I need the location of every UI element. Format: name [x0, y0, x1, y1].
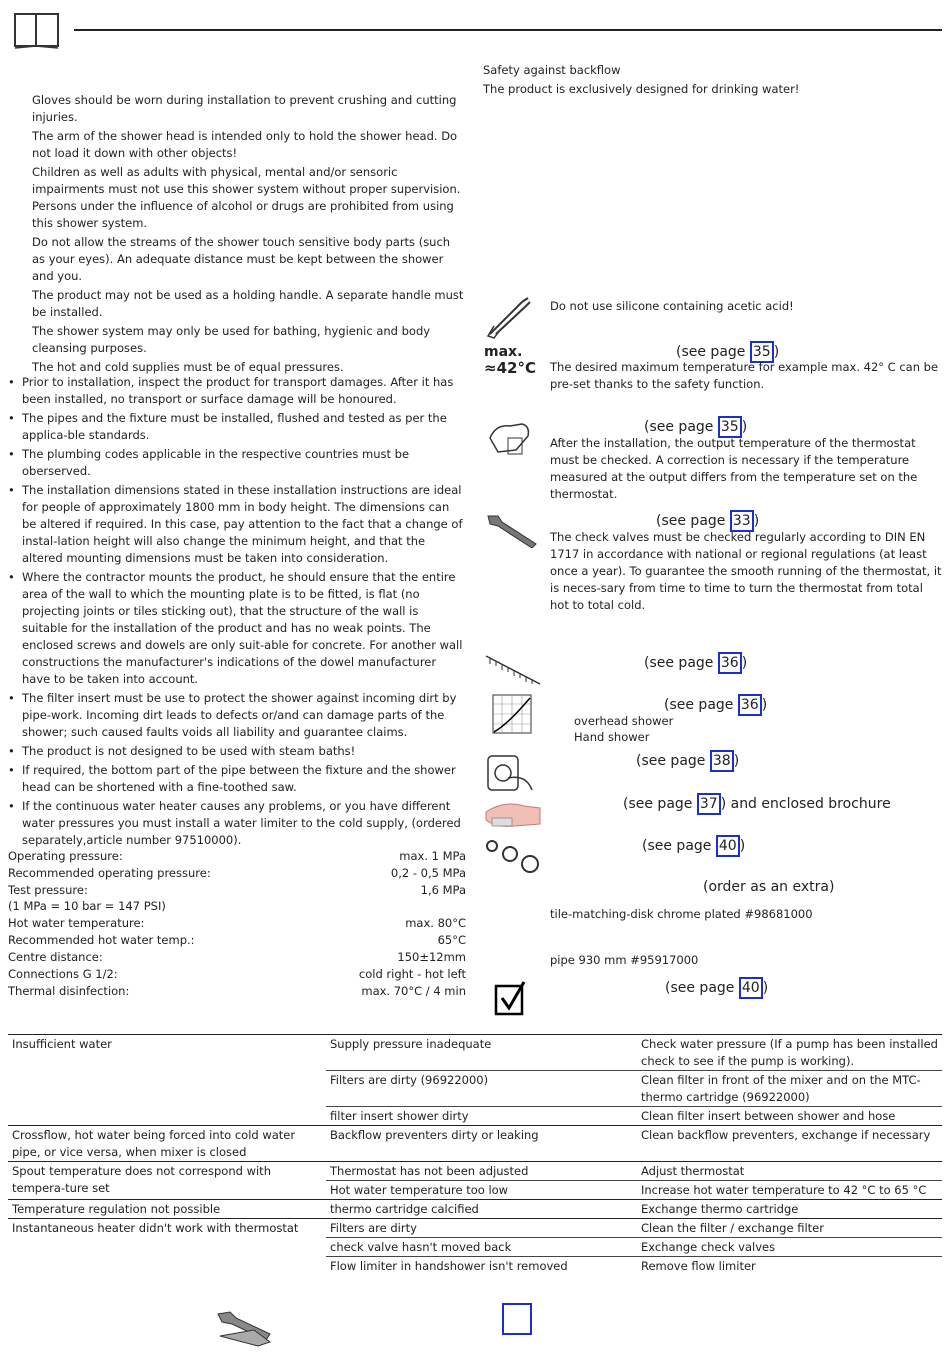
order-extra-label: (order as an extra): [703, 879, 835, 895]
see-page-ref: (see page 33 ): [656, 510, 759, 532]
remedy-cell: Remove flow limiter: [641, 1259, 756, 1273]
safety-note: Do not allow the streams of the shower touch sensitive body parts (such as your eyes). An adequate distance must be kept between the shower and you.: [32, 235, 451, 283]
table-row: [8, 1126, 942, 1162]
brochure-text: and enclosed brochure: [730, 796, 891, 812]
remedy-cell: Increase hot water temperature to 42 °C to 65 °C: [641, 1183, 927, 1197]
backflow-title: Safety against backflow: [483, 63, 621, 77]
table-row: [8, 1200, 942, 1219]
silicone-warning: Do not use silicone containing acetic acid!: [550, 299, 794, 313]
see-page-ref: (see page 35 ): [676, 341, 779, 363]
spec-value: cold right - hot left: [358, 967, 466, 981]
safety-note: The hot and cold supplies must be of equal pressures.: [32, 360, 344, 374]
page-link-35[interactable]: 35: [750, 341, 774, 363]
spec-row: [8, 967, 466, 984]
ruler-icon: [484, 654, 542, 690]
page-link-33[interactable]: 33: [730, 510, 754, 532]
spec-value: max. 80°C: [405, 916, 466, 930]
table-row: [8, 1035, 942, 1071]
safety-note: Children as well as adults with physical, mental and/or sensoric impairments must not use this shower system without proper supervision. Persons under the influence of alcohol or drugs are prohibited from using this shower system.: [32, 165, 461, 230]
see-page-ref: (see page 36 ): [664, 694, 767, 716]
install-note: • The filter insert must be use to protect the shower against incoming dirt by pipe-work. Incoming dirt leads to defects or/and can damage parts of the shower; such caused faults voids all liability and guarantee claims.: [8, 690, 466, 741]
overhead-shower-label: overhead shower: [574, 714, 674, 728]
spare-parts-icon: [484, 836, 542, 876]
hand-shower-label: Hand shower: [574, 730, 650, 744]
header-rule: [74, 29, 942, 31]
spec-label: Operating pressure:: [8, 849, 123, 863]
spec-row: [8, 849, 466, 866]
spec-label: Hot water temperature:: [8, 916, 145, 930]
spec-row: [8, 883, 466, 900]
spec-row: [8, 899, 466, 916]
backflow-text: The product is exclusively designed for drinking water!: [483, 82, 800, 96]
cause-cell: Thermostat has not been adjusted: [330, 1164, 529, 1178]
pipe-accessory: pipe 930 mm #95917000: [550, 953, 699, 967]
spec-value: max. 1 MPa: [399, 849, 466, 863]
safety-note: Gloves should be worn during installation to prevent crushing and cutting injuries.: [32, 93, 457, 124]
cleaning-hand-icon: [484, 798, 542, 830]
page-link-35b[interactable]: 35: [718, 416, 742, 438]
see-page-ref: (see page 36 ): [644, 652, 747, 674]
silicone-gun-icon: [484, 294, 534, 340]
fault-cell: Insufficient water: [12, 1037, 112, 1051]
table-row: [8, 1162, 942, 1181]
see-page-ref: (see page 40 ): [642, 835, 745, 857]
spec-row: [8, 916, 466, 933]
spec-value: 0,2 - 0,5 MPa: [390, 866, 466, 880]
remedy-cell: Clean filter insert between shower and hose: [641, 1109, 896, 1123]
see-page-ref: (see page 35 ): [644, 416, 747, 438]
see-page-ref: (see page 40 ): [665, 977, 768, 999]
page-link-38[interactable]: 38: [710, 750, 734, 772]
fault-cell: Instantaneous heater didn't work with thermostat: [12, 1221, 299, 1235]
flow-chart-icon: [492, 694, 532, 734]
cause-cell: Backflow preventers dirty or leaking: [330, 1128, 539, 1142]
spec-value: 150±12mm: [397, 950, 466, 964]
cause-cell: Filters are dirty: [330, 1221, 417, 1235]
remedy-cell: Clean filter in front of the mixer and on the MTC-thermo cartridge (96922000): [641, 1073, 921, 1104]
install-note: • The plumbing codes applicable in the respective countries must be oberserved.: [8, 446, 466, 480]
cause-cell: check valve hasn't moved back: [330, 1240, 512, 1254]
see-page-ref: (see page 38 ): [636, 750, 739, 772]
page-marker-box[interactable]: [502, 1303, 532, 1335]
spec-label: (1 MPa = 10 bar = 147 PSI): [8, 899, 166, 913]
spec-label: Connections G 1/2:: [8, 967, 118, 981]
spec-row: [8, 950, 466, 967]
spec-value: max. 70°C / 4 min: [361, 984, 466, 998]
remedy-cell: Exchange thermo cartridge: [641, 1202, 799, 1216]
wrench-icon: [484, 512, 540, 548]
install-note: • Where the contractor mounts the product, he should ensure that the entire area of the wall to which the mounting plate is to be fitted, is flat (no projecting joints or tiles sticking out), that the structure of the wall is suitable for the installation of the product and has no weak points. The enclosed screws and dowels are only suit-able for concrete. For another wall constructions the manufacturer's indications of the dowel manufacturer have to be taken into account.: [8, 569, 466, 688]
install-note: • Prior to installation, inspect the product for transport damages. After it has been installed, no transport or surface damage will be honoured.: [8, 374, 466, 408]
spec-label: Recommended operating pressure:: [8, 866, 211, 880]
spec-label: Thermal disinfection:: [8, 984, 130, 998]
install-note: • The installation dimensions stated in these installation instructions are ideal for people of approximately 1800 mm in body height. The dimensions can be altered if required. In this case, pay attention to the fact that a change of instal-lation height will also change the minimum height, and that the altered mounting dimensions must be taken into consideration.: [8, 482, 466, 567]
spec-value: 1,6 MPa: [420, 883, 466, 897]
cause-cell: Hot water temperature too low: [330, 1183, 509, 1197]
hand-turning-knob-icon: [486, 754, 536, 794]
remedy-cell: Adjust thermostat: [641, 1164, 745, 1178]
book-icon: [12, 10, 62, 50]
fault-cell: Crossflow, hot water being forced into cold water pipe, or vice versa, when mixer is closed: [12, 1128, 296, 1159]
tools-icon: [214, 1308, 274, 1348]
spec-label: Test pressure:: [8, 883, 88, 897]
cause-cell: Flow limiter in handshower isn't removed: [330, 1259, 568, 1273]
spec-row: [8, 866, 466, 883]
thermometer-hand-icon: [486, 416, 538, 458]
fault-cell: Temperature regulation not possible: [12, 1202, 221, 1216]
safety-notes: [32, 92, 466, 376]
spec-label: Recommended hot water temp.:: [8, 933, 195, 947]
checkmark-box-icon: [494, 980, 526, 1016]
max-temp-text: The desired maximum temperature for example max. 42° C can be pre-set thanks to the safety function.: [550, 360, 939, 391]
disk-accessory: tile-matching-disk chrome plated #98681000: [550, 907, 813, 921]
max-temp-icon-line2: ≈42°C: [484, 359, 536, 377]
spec-value: 65°C: [437, 933, 466, 947]
install-notes: [8, 374, 466, 849]
spec-row: [8, 984, 466, 1001]
page-link-36[interactable]: 36: [718, 652, 742, 674]
spec-label: Centre distance:: [8, 950, 103, 964]
cause-cell: Filters are dirty (96922000): [330, 1073, 489, 1087]
max-temp-icon-line1: max.: [484, 344, 523, 360]
cause-cell: thermo cartridge calcified: [330, 1202, 479, 1216]
page-link-40[interactable]: 40: [716, 835, 740, 857]
safety-note: The product may not be used as a holding handle. A separate handle must be installed.: [32, 288, 464, 319]
remedy-cell: Clean backflow preventers, exchange if necessary: [641, 1128, 931, 1142]
page-link-36b[interactable]: 36: [738, 694, 762, 716]
cause-cell: filter insert shower dirty: [330, 1109, 469, 1123]
install-note: • If required, the bottom part of the pipe between the fixture and the shower head can be shortened with a fine-toothed saw.: [8, 762, 466, 796]
install-note: • If the continuous water heater causes any problems, or you have different water pressures you must install a water limiter to the cold supply, (ordered separately,article number 97510000).: [8, 798, 466, 849]
cause-cell: Supply pressure inadequate: [330, 1037, 492, 1051]
page-link-37[interactable]: 37: [697, 793, 721, 815]
remedy-cell: Clean the filter / exchange filter: [641, 1221, 824, 1235]
install-note: • The pipes and the fixture must be installed, flushed and tested as per the applica-ble standards.: [8, 410, 466, 444]
check-valve-text: The check valves must be checked regularly according to DIN EN 1717 in accordance with national or regional regulations (at least once a year). To guarantee the smooth running of the thermostat, it is neces-sary from time to time to turn the thermostat from total hot to total cold.: [550, 530, 942, 612]
table-row: [8, 1219, 942, 1238]
spec-row: [8, 933, 466, 950]
troubleshooting-table: [8, 1034, 942, 1275]
fault-cell: Spout temperature does not correspond with tempera-ture set: [12, 1164, 271, 1195]
see-page-ref: (see page 37 ) and enclosed brochure: [623, 793, 891, 815]
install-note: • The product is not designed to be used with steam baths!: [8, 743, 466, 760]
page-link-40b[interactable]: 40: [739, 977, 763, 999]
safety-note: The shower system may only be used for bathing, hygienic and body cleansing purposes.: [32, 324, 431, 355]
remedy-cell: Check water pressure (If a pump has been installed check to see if the pump is working).: [641, 1037, 938, 1068]
thermostat-check-text: After the installation, the output temperature of the thermostat must be checked. A correction is necessary if the temperature measured at the output differs from the temperature set on the thermostat.: [550, 436, 918, 501]
remedy-cell: Exchange check valves: [641, 1240, 776, 1254]
safety-note: The arm of the shower head is intended only to hold the shower head. Do not load it down with other objects!: [32, 129, 458, 160]
